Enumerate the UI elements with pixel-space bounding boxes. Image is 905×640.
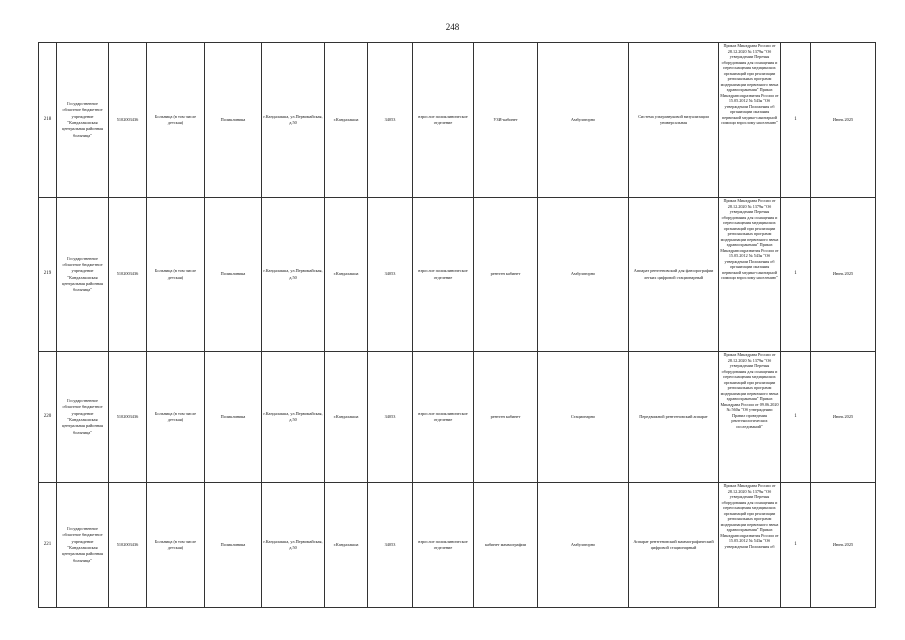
table-row: [39, 198, 876, 352]
department-cell: взрослое поликлиническое отделение: [413, 483, 474, 608]
care-type-cell: Поликлиника: [205, 352, 262, 483]
organization-cell: Государственное областное бюджетное учреждение "Кандалакшская центральная районная больница": [57, 43, 109, 198]
facility-type-cell: Больница (в том числе детская): [147, 198, 205, 352]
postcode-cell: 34053: [368, 198, 413, 352]
equipment-registry-table: [38, 42, 876, 608]
care-type-cell: Поликлиника: [205, 198, 262, 352]
equipment-cell: Система ультразвуковой визуализации универсальная: [629, 43, 719, 198]
postcode-cell: 34053: [368, 483, 413, 608]
row-number: 220: [39, 352, 57, 483]
address-cell: г.Кандалакша, ул.Первомайская, д.50: [262, 483, 325, 608]
inn-cell: 5102003436: [109, 483, 147, 608]
room-cell: рентген кабинет: [474, 352, 538, 483]
address-cell: г.Кандалакша, ул.Первомайская, д.50: [262, 352, 325, 483]
organization-cell: Государственное областное бюджетное учреждение "Кандалакшская центральная районная больница": [57, 352, 109, 483]
table-row: [39, 43, 876, 198]
care-condition-cell: Амбулаторно: [538, 43, 629, 198]
inn-cell: 5102003436: [109, 352, 147, 483]
quantity-cell: 1: [781, 352, 811, 483]
city-cell: г.Кандалакша: [325, 198, 368, 352]
equipment-cell: Передвижной рентгеновский аппарат: [629, 352, 719, 483]
equipment-cell: Аппарат рентгеновский для флюорографии легких цифровой стационарный: [629, 198, 719, 352]
legal-basis-cell: Приказ Минздрава России от 28.12.2020 № 1379н "Об утверждении Перечня оборудования для оснащения и переоснащения медицинских организаций при реализации региональных программ модернизации первичного звена здравоохранения" Приказ Минздрава России от 09.06.2020 № 560н "Об утверждении Правил проведения рентгенологических исследований": [719, 352, 781, 483]
postcode-cell: 34053: [368, 43, 413, 198]
facility-type-cell: Больница (в том числе детская): [147, 352, 205, 483]
row-number: 218: [39, 43, 57, 198]
page-number: 248: [445, 22, 460, 32]
postcode-cell: 34053: [368, 352, 413, 483]
care-condition-cell: Стационарно: [538, 352, 629, 483]
date-cell: Июнь 2025: [811, 483, 876, 608]
table-row: [39, 483, 876, 608]
row-number: 219: [39, 198, 57, 352]
address-cell: г.Кандалакша, ул.Первомайская, д.50: [262, 198, 325, 352]
facility-type-cell: Больница (в том числе детская): [147, 483, 205, 608]
inn-cell: 5102003436: [109, 43, 147, 198]
room-cell: рентген кабинет: [474, 198, 538, 352]
room-cell: УЗИ-кабинет: [474, 43, 538, 198]
address-cell: г.Кандалакша, ул.Первомайская, д.50: [262, 43, 325, 198]
legal-basis-cell: Приказ Минздрава России от 28.12.2020 № 1379н "Об утверждении Перечня оборудования для оснащения и переоснащения медицинских организаций при реализации региональных программ модернизации первичного звена здравоохранения" Приказ Минздравсоцразвития России от 15.05.2012 № 543н "Об утверждении Положения об организации оказания первичной медико-санитарной помощи взрослому населению": [719, 43, 781, 198]
care-condition-cell: Амбулаторно: [538, 198, 629, 352]
inn-cell: 5102003436: [109, 198, 147, 352]
date-cell: Июнь 2025: [811, 43, 876, 198]
department-cell: взрослое поликлиническое отделение: [413, 352, 474, 483]
legal-basis-cell: Приказ Минздрава России от 28.12.2020 № 1379н "Об утверждении Перечня оборудования для оснащения и переоснащения медицинских организаций при реализации региональных программ модернизации первичного звена здравоохранения" Приказ Минздравсоцразвития России от 15.05.2012 № 543н "Об утверждении Положения об: [719, 483, 781, 608]
care-type-cell: Поликлиника: [205, 43, 262, 198]
date-cell: Июнь 2025: [811, 198, 876, 352]
department-cell: взрослое поликлиническое отделение: [413, 198, 474, 352]
care-type-cell: Поликлиника: [205, 483, 262, 608]
care-condition-cell: Амбулаторно: [538, 483, 629, 608]
city-cell: г.Кандалакша: [325, 483, 368, 608]
quantity-cell: 1: [781, 483, 811, 608]
facility-type-cell: Больница (в том числе детская): [147, 43, 205, 198]
equipment-cell: Аппарат рентгеновский маммографический цифровой стационарный: [629, 483, 719, 608]
table-row: [39, 352, 876, 483]
department-cell: взрослое поликлиническое отделение: [413, 43, 474, 198]
quantity-cell: 1: [781, 198, 811, 352]
organization-cell: Государственное областное бюджетное учреждение "Кандалакшская центральная районная больница": [57, 483, 109, 608]
quantity-cell: 1: [781, 43, 811, 198]
organization-cell: Государственное областное бюджетное учреждение "Кандалакшская центральная районная больница": [57, 198, 109, 352]
legal-basis-cell: Приказ Минздрава России от 28.12.2020 № 1379н "Об утверждении Перечня оборудования для оснащения и переоснащения медицинских организаций при реализации региональных программ модернизации первичного звена здравоохранения" Приказ Минздравсоцразвития России от 15.05.2012 № 543н "Об утверждении Положения об организации оказания первичной медико-санитарной помощи взрослому населению": [719, 198, 781, 352]
city-cell: г.Кандалакша: [325, 352, 368, 483]
row-number: 221: [39, 483, 57, 608]
city-cell: г.Кандалакша: [325, 43, 368, 198]
room-cell: кабинет маммографии: [474, 483, 538, 608]
date-cell: Июнь 2025: [811, 352, 876, 483]
